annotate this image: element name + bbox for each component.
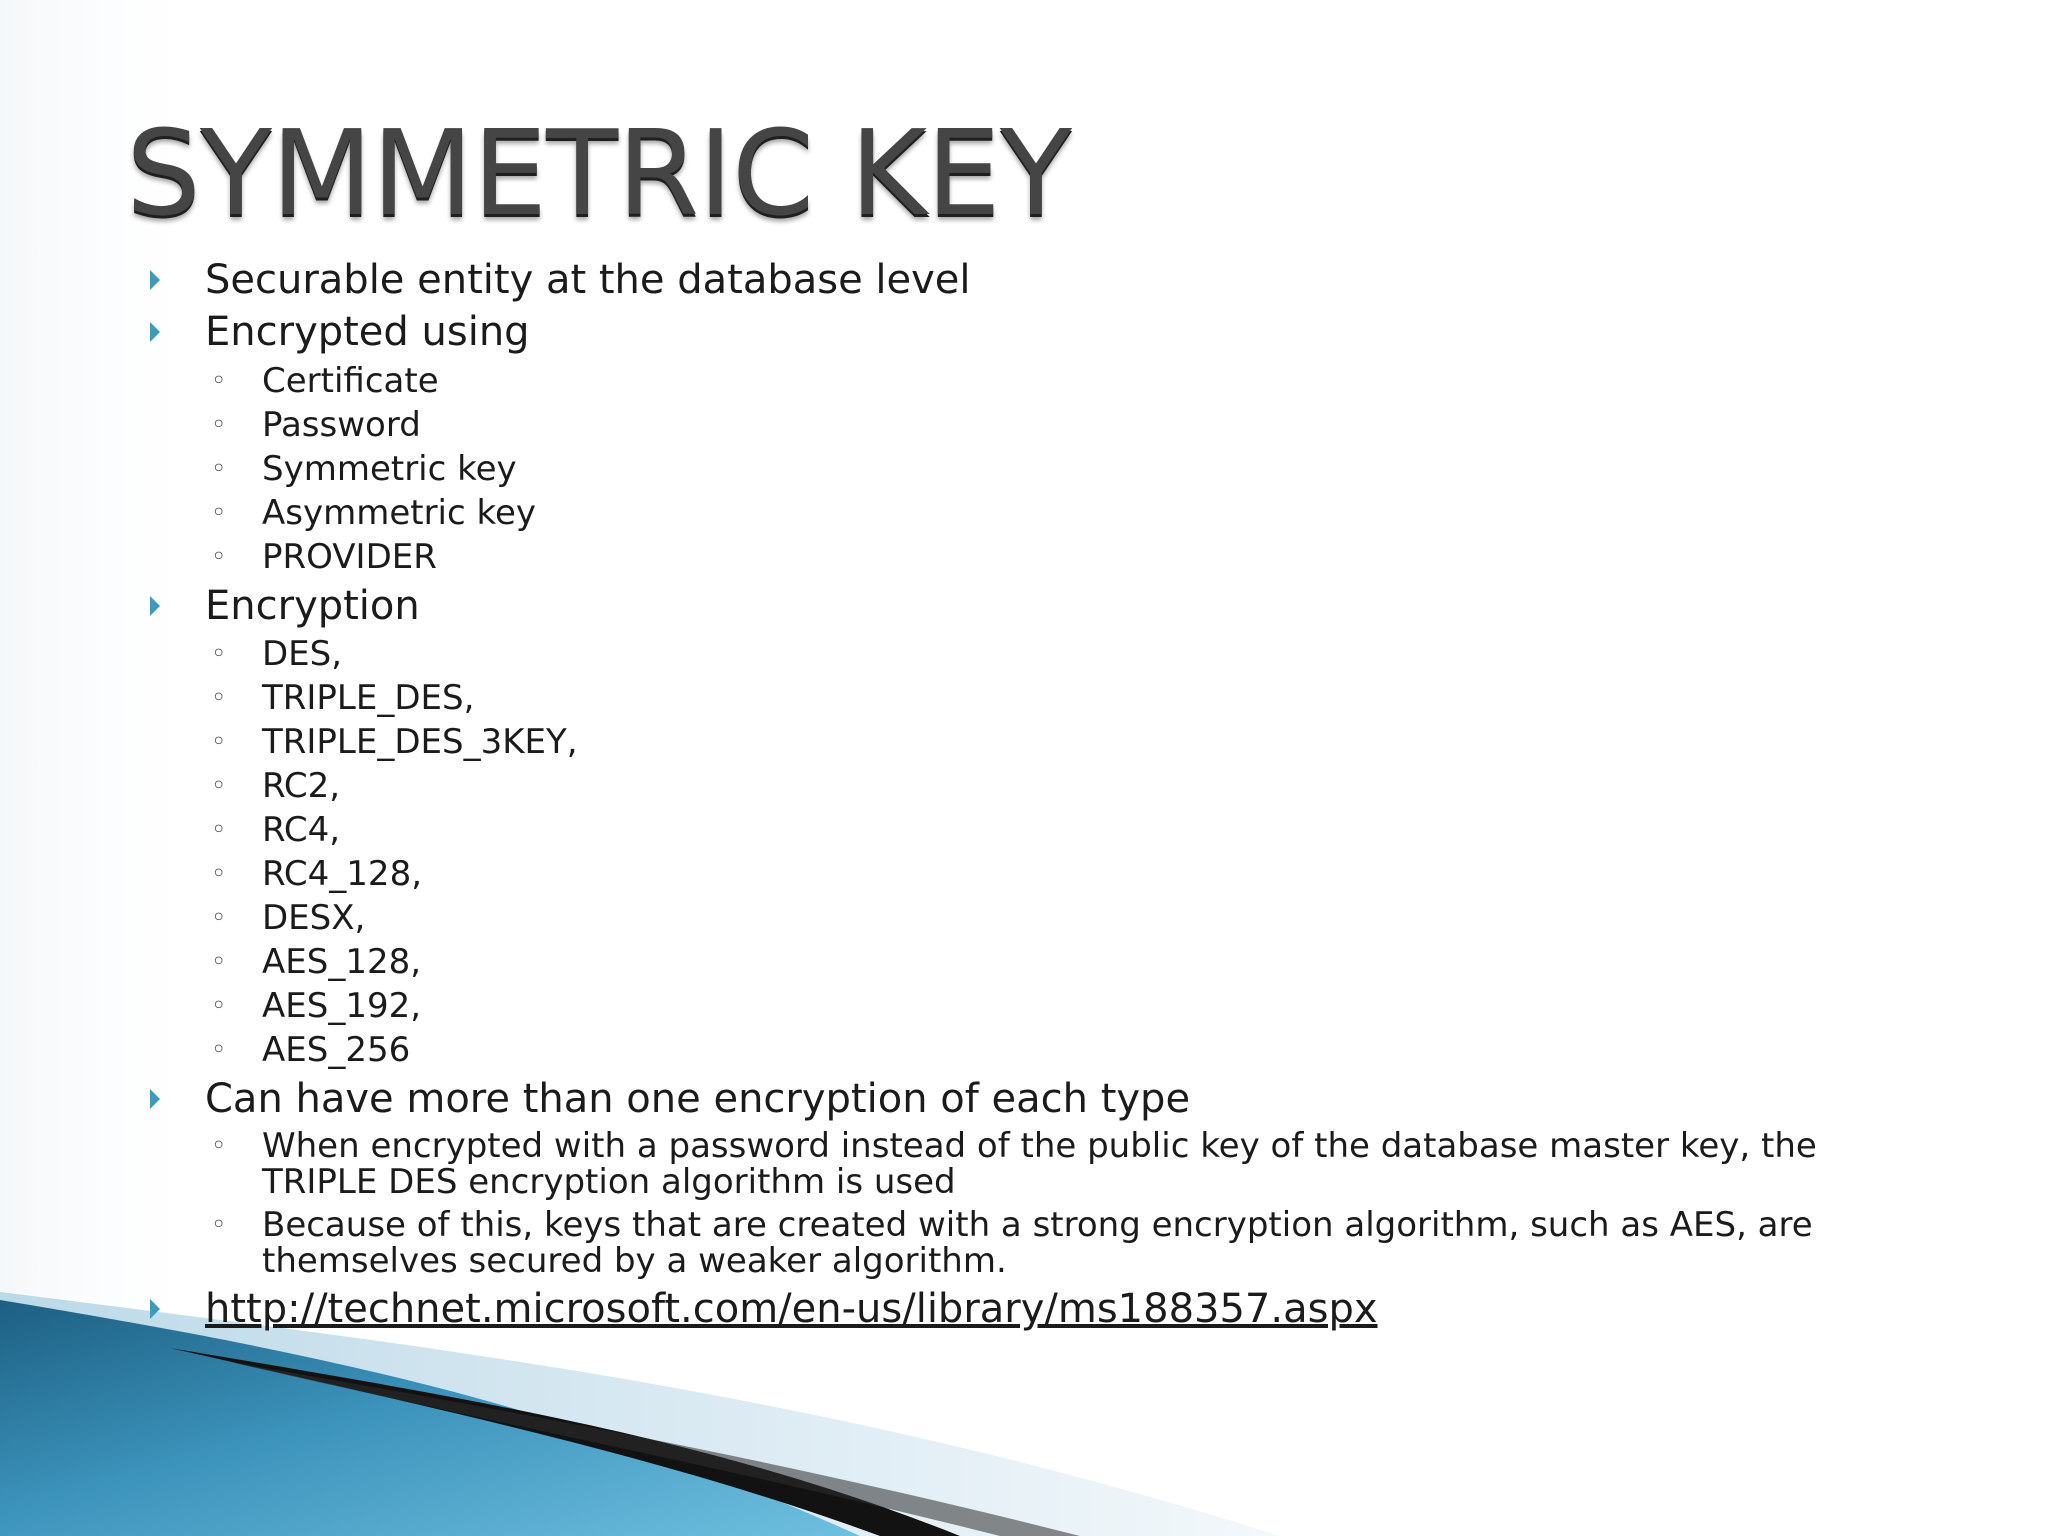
sub-bullet-text: Symmetric key (262, 449, 517, 489)
circle-bullet-icon: ◦ (211, 542, 227, 572)
sub-bullet-text: PROVIDER (262, 537, 437, 577)
sub-bullet-text: Because of this, keys that are created with a strong encryption algorithm, such as AES, are themselves secured by a weaker algorithm. (262, 1205, 1813, 1281)
circle-bullet-icon: ◦ (211, 683, 227, 713)
circle-bullet-icon: ◦ (211, 1131, 227, 1161)
circle-bullet-icon: ◦ (211, 1210, 227, 1240)
sub-bullet-text: RC4_128, (262, 854, 423, 894)
sub-bullet-text: AES_128, (262, 942, 422, 982)
circle-bullet-icon: ◦ (211, 903, 227, 933)
bullet-arrow-icon (150, 596, 160, 616)
circle-bullet-icon: ◦ (211, 771, 227, 801)
sub-bullet-text: DESX, (262, 898, 366, 938)
sub-bullet-text: TRIPLE_DES, (262, 678, 475, 718)
circle-bullet-icon: ◦ (211, 727, 227, 757)
sub-bullet-text: Asymmetric key (262, 493, 537, 533)
sub-bullet-text: AES_256 (262, 1030, 411, 1070)
circle-bullet-icon: ◦ (211, 366, 227, 396)
bullet-arrow-icon (150, 322, 160, 342)
bullet-text: Encrypted using (205, 309, 530, 355)
circle-bullet-icon: ◦ (211, 1035, 227, 1065)
technet-link[interactable]: http://technet.microsoft.com/en-us/library/ms188357.aspx (205, 1286, 1378, 1332)
bullet-arrow-icon (150, 270, 160, 290)
sub-bullet-text: When encrypted with a password instead of the public key of the database master key, the TRIPLE DES encryption algorithm is used (262, 1126, 1817, 1202)
circle-bullet-icon: ◦ (211, 639, 227, 669)
circle-bullet-icon: ◦ (211, 947, 227, 977)
bullet-text: Securable entity at the database level (205, 257, 971, 303)
circle-bullet-icon: ◦ (211, 410, 227, 440)
slide-title: SYMMETRIC KEY (126, 104, 1071, 242)
circle-bullet-icon: ◦ (211, 815, 227, 845)
circle-bullet-icon: ◦ (211, 498, 227, 528)
circle-bullet-icon: ◦ (211, 991, 227, 1021)
bullet-arrow-icon (150, 1089, 160, 1109)
sub-bullet-text: DES, (262, 634, 343, 674)
bullet-text: Encryption (205, 583, 420, 629)
sub-bullet-text: RC4, (262, 810, 341, 850)
bullet-arrow-icon (150, 1299, 160, 1319)
sub-bullet-text: Certificate (262, 361, 439, 401)
sub-bullet-text: AES_192, (262, 986, 422, 1026)
sub-bullet-text: TRIPLE_DES_3KEY, (262, 722, 578, 762)
circle-bullet-icon: ◦ (211, 454, 227, 484)
bullet-text: Can have more than one encryption of each type (205, 1076, 1191, 1122)
circle-bullet-icon: ◦ (211, 859, 227, 889)
sub-bullet-text: Password (262, 405, 421, 445)
sub-bullet-text: RC2, (262, 766, 341, 806)
